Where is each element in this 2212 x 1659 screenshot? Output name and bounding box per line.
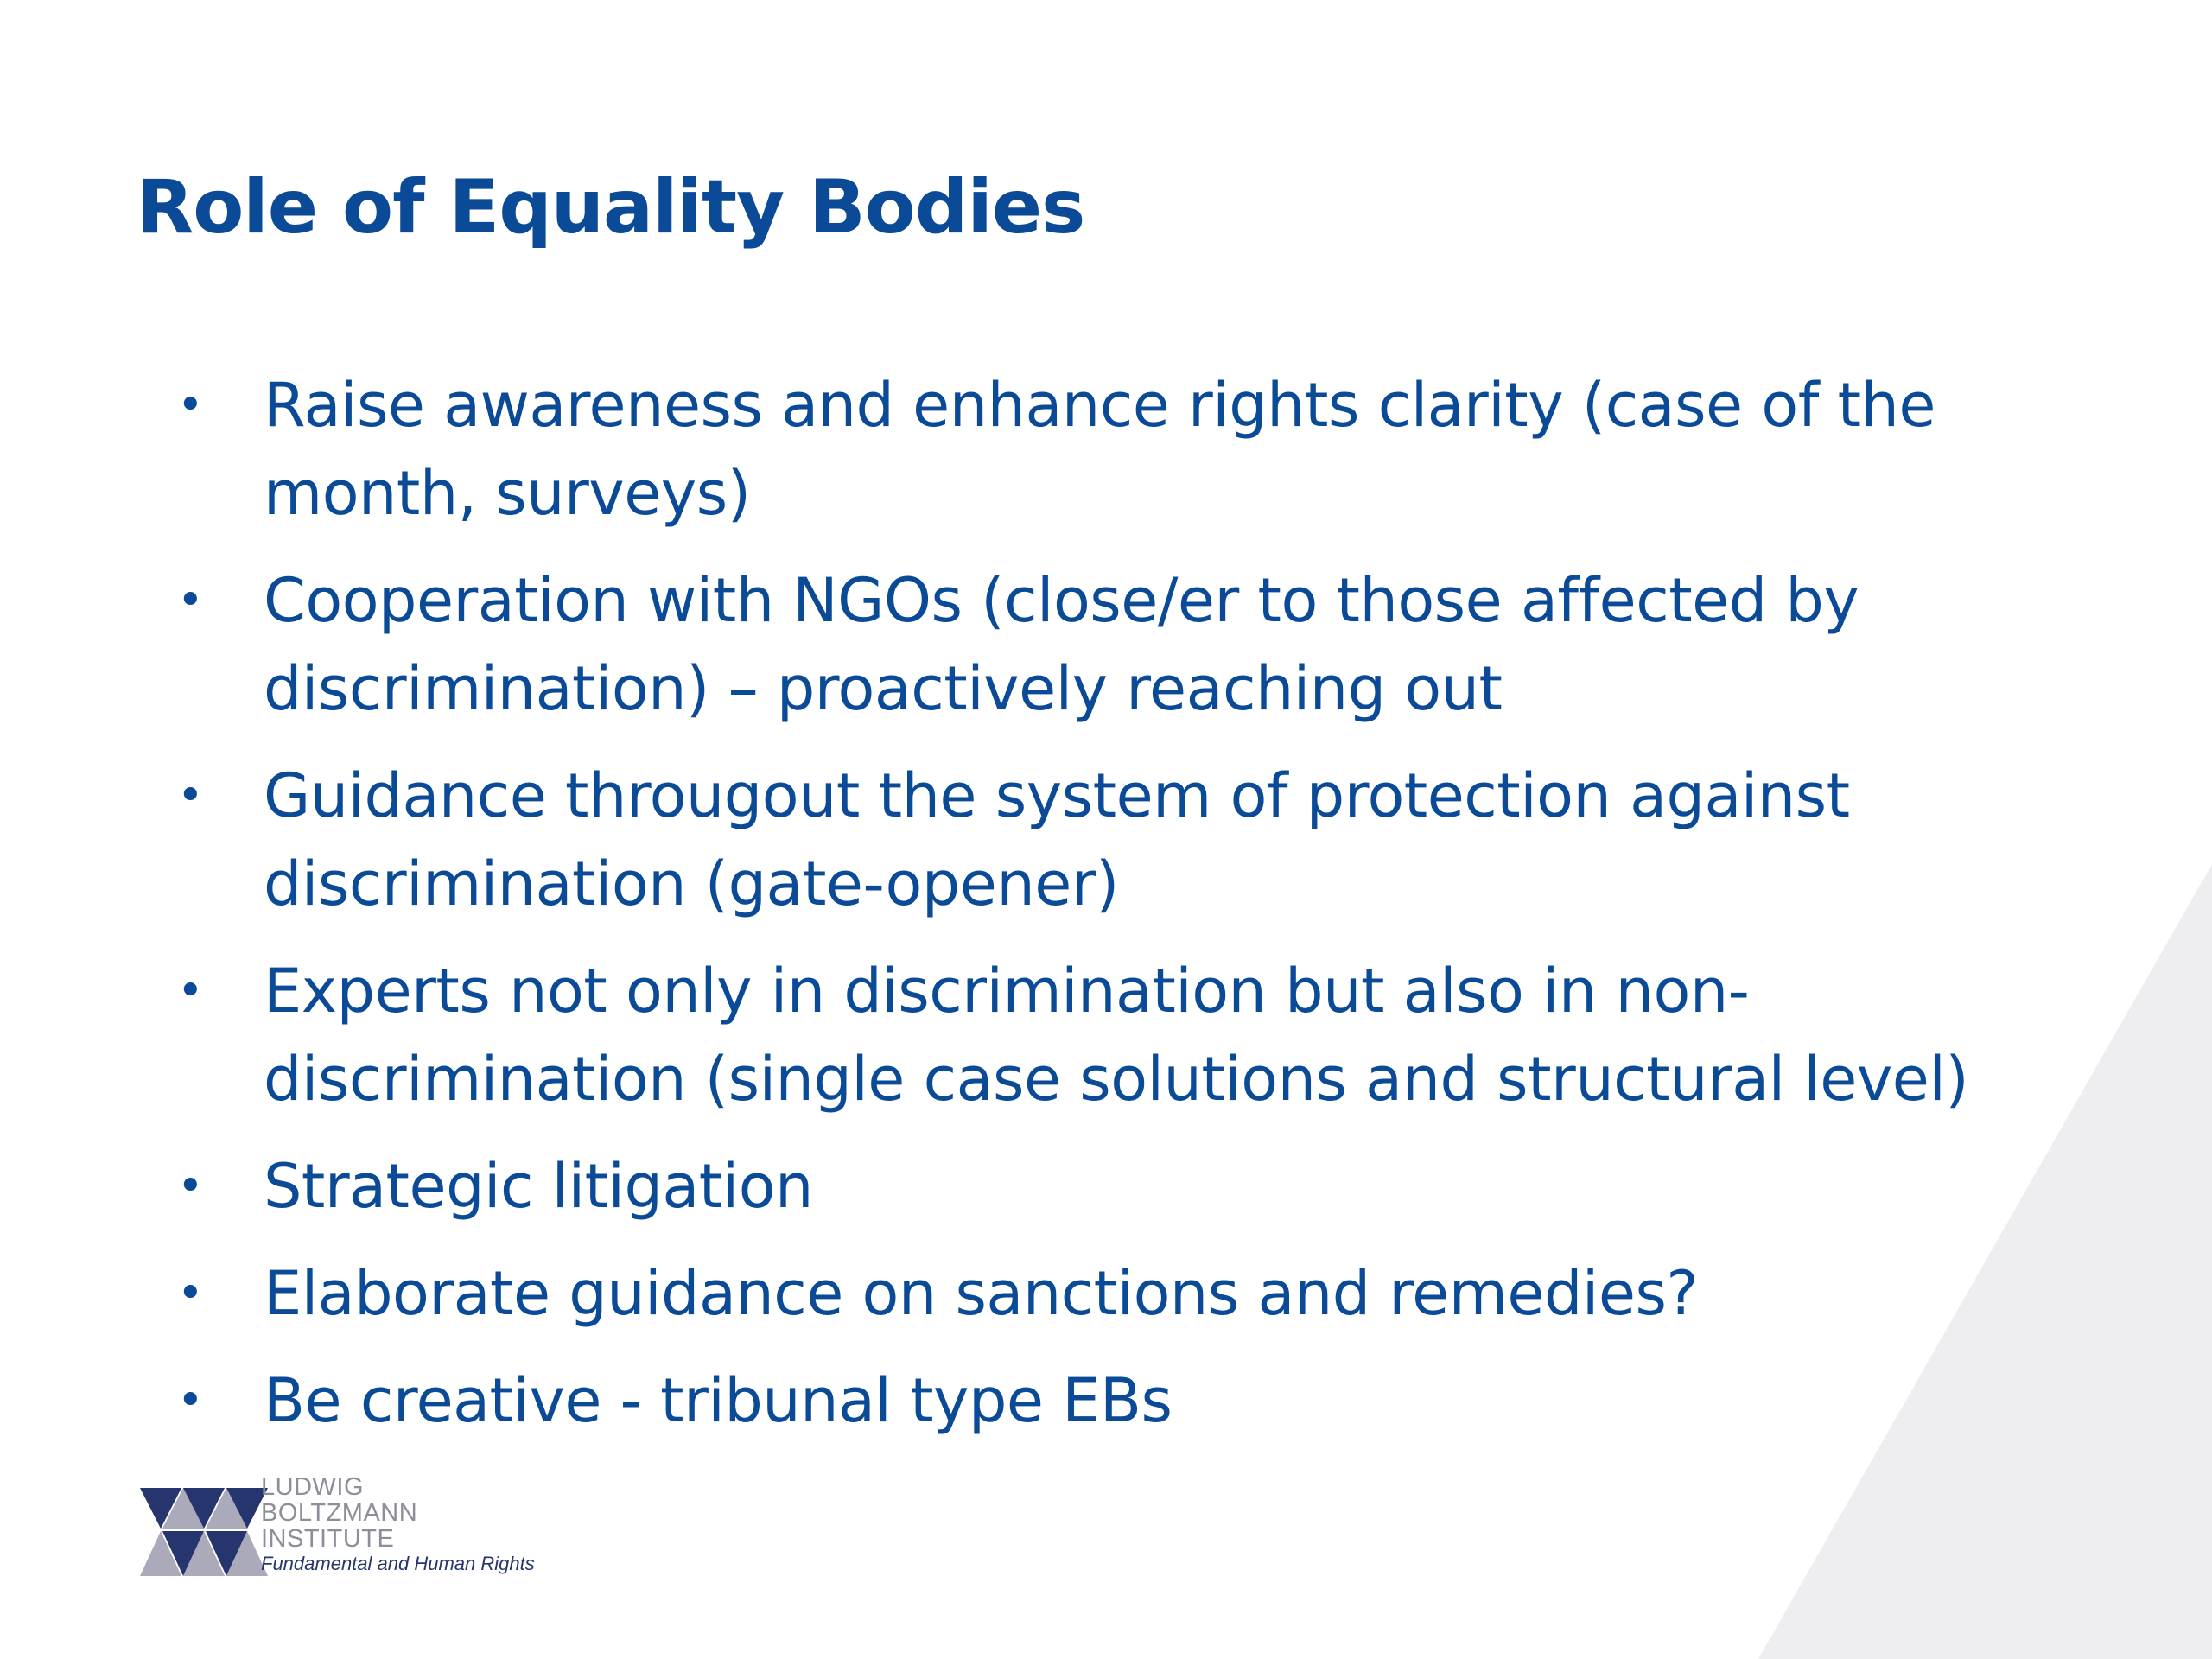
bullet-text: Experts not only in discrimination but also in non-discrimination (single case solutions and structural level) [264,956,1969,1115]
bullet-dot: • [177,770,204,822]
logo-line-1: LUDWIG [261,1473,364,1501]
bullet-item [177,1249,2018,1338]
logo-text [261,1474,535,1576]
logo-line-3: INSTITUTE [261,1525,395,1553]
slide-title: Role of Equality Bodies [137,164,1085,251]
bullet-dot: • [177,575,204,626]
bullet-dot: • [177,379,204,431]
bullet-text: Guidance througout the system of protection against discrimination (gate-opener) [264,760,1850,919]
logo-subtitle: Fundamental and Human Rights [261,1553,535,1574]
bullet-text: Raise awareness and enhance rights clarity (case of the month, surveys) [264,370,1936,529]
institute-logo [140,1474,589,1586]
bullet-text: Elaborate guidance on sanctions and remedies? [264,1258,1699,1329]
bullet-dot: • [177,1160,204,1212]
bullet-item [177,1142,2018,1230]
bullet-item [177,556,2018,733]
triangle-grid-logo-icon [140,1481,268,1583]
bullet-item [177,361,2018,537]
bullet-item [177,752,2018,928]
bullet-dot: • [177,1268,204,1319]
bullet-text: Be creative - tribunal type EBs [264,1365,1173,1436]
bullet-text: Cooperation with NGOs (close/er to those affected by discrimination) – proactively reaching out [264,565,1859,724]
bullet-list [177,361,2018,1464]
bullet-dot: • [177,965,204,1017]
bullet-item [177,1357,2018,1445]
bullet-item [177,947,2018,1123]
logo-line-2: BOLTZMANN [261,1499,418,1527]
bullet-text: Strategic litigation [264,1151,813,1222]
bullet-dot: • [177,1375,204,1427]
